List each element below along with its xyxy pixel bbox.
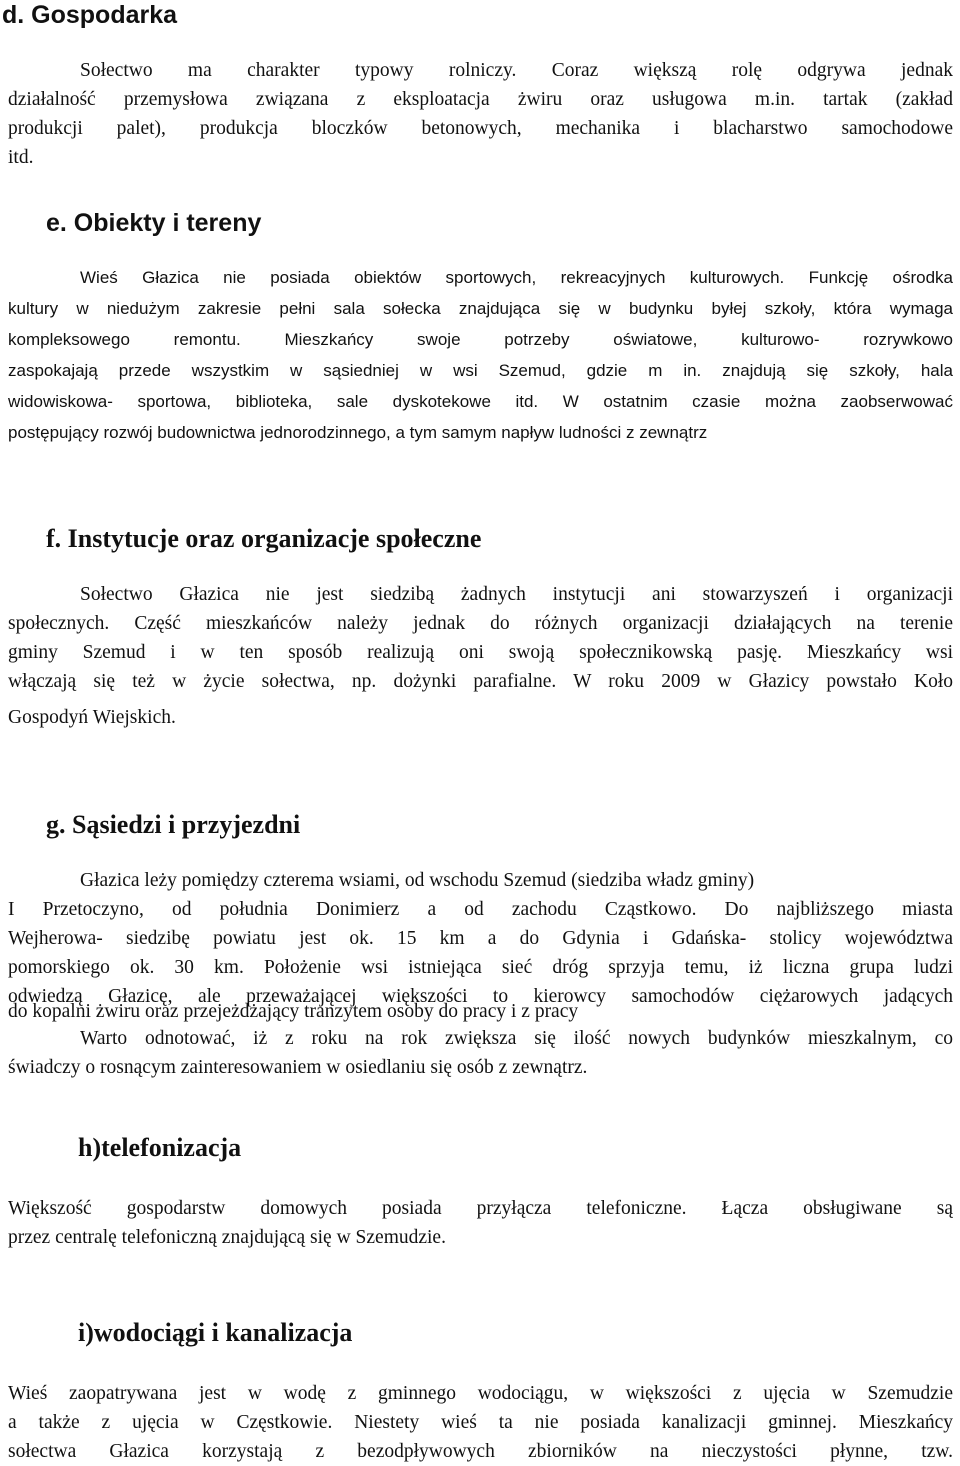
text-line: społecznych. Część mieszkańców należy jednak do różnych organizacji działających na terenie <box>8 613 953 634</box>
text-line: włączają się też w życie sołectwa, np. dożynki parafialne. W roku 2009 w Głazicy powstało Koło <box>8 671 953 692</box>
text-line: Warto odnotować, iż z roku na rok zwiększa się ilość nowych budynków mieszkalnym, co <box>80 1028 953 1049</box>
text-line: Sołectwo Głazica nie jest siedzibą żadnych instytucji ani stowarzyszeń i organizacji <box>80 584 953 605</box>
text-line: Wieś zaopatrywana jest w wodę z gminnego wodociągu, w większości z ujęcia w Szemudzie <box>8 1383 953 1404</box>
paragraph-telefonizacja-end <box>8 1223 953 1252</box>
paragraph-wodociagi <box>8 1379 953 1466</box>
text-line: świadczy o rosnącym zainteresowaniem w osiedlaniu się osób z zewnątrz. <box>8 1057 588 1078</box>
text-line: Gospodyń Wiejskich. <box>8 707 176 728</box>
text-line: produkcji palet), produkcja bloczków betonowych, mechanika i blacharstwo samochodowe <box>8 118 953 139</box>
paragraph-instytucje-end <box>8 703 953 732</box>
text-line: Wejherowa- siedzibę powiatu jest ok. 15 km a do Gdynia i Gdańska- stolicy województwa <box>8 928 953 949</box>
paragraph-instytucje <box>8 580 953 696</box>
heading-obiekty-i-tereny: e. Obiekty i tereny <box>46 209 262 237</box>
text-line: pomorskiego ok. 30 km. Położenie wsi istniejąca sieć dróg sprzyja temu, iż liczna grupa ludzi <box>8 957 953 978</box>
text-line: Większość gospodarstw domowych posiada przyłącza telefoniczne. Łącza obsługiwane są <box>8 1198 953 1219</box>
text-line: itd. <box>8 147 34 168</box>
text-line: działalność przemysłowa związana z eksploatacja żwiru oraz usługowa m.in. tartak (zakład <box>8 89 953 110</box>
heading-telefonizacja: h)telefonizacja <box>78 1133 242 1162</box>
heading-wodociagi: i)wodociągi i kanalizacja <box>78 1318 353 1347</box>
text-line: Głazica leży pomiędzy czterema wsiami, od wschodu Szemud (siedziba władz gminy) <box>80 870 755 891</box>
paragraph-obiekty-end <box>8 417 953 448</box>
paragraph-obiekty <box>8 262 953 417</box>
text-line: I Przetoczyno, od południa Donimierz a od zachodu Cząstkowo. Do najbliższego miasta <box>8 899 953 920</box>
text-line: przez centralę telefoniczną znajdującą się w Szemudzie. <box>8 1227 446 1248</box>
text-line: Sołectwo ma charakter typowy rolniczy. Coraz większą rolę odgrywa jednak <box>80 60 953 81</box>
text-line: widowiskowa- sportowa, biblioteka, sale dyskotekowe itd. W ostatnim czasie można zaobserwować <box>8 392 953 411</box>
paragraph-sasiedzi-end <box>8 997 953 1026</box>
text-line: kompleksowego remontu. Mieszkańcy swoje potrzeby oświatowe, kulturowo- rozrywkowo <box>8 330 953 349</box>
text-line: sołectwa Głazica korzystają z bezodpływowych zbiorników na nieczystości płynne, tzw. <box>8 1441 953 1462</box>
paragraph-gospodarka <box>8 56 953 143</box>
text-line: zaspokajają przede wszystkim w sąsiedniej w wsi Szemud, gdzie m in. znajdują się szkoły, hala <box>8 361 953 380</box>
heading-sasiedzi: g. Sąsiedzi i przyjezdni <box>46 810 301 839</box>
text-line: odwiedzą Głazicę, ale przeważającej większości to kierowcy samochodów ciężarowych jadących <box>8 986 953 1007</box>
paragraph-sasiedzi-2 <box>8 1024 953 1053</box>
paragraph-sasiedzi <box>8 866 953 1011</box>
text-line: Wieś Głazica nie posiada obiektów sportowych, rekreacyjnych kulturowych. Funkcję ośrodka <box>80 268 953 287</box>
text-line: gminy Szemud i w ten sposób realizują oni swoją społecznikowską pasję. Mieszkańcy wsi <box>8 642 953 663</box>
paragraph-telefonizacja <box>8 1194 953 1223</box>
heading-gospodarka: d. Gospodarka <box>2 1 178 29</box>
text-line: do kopalni żwiru oraz przejeżdżający tranzytem osoby do pracy i z pracy <box>8 1001 579 1022</box>
heading-instytucje: f. Instytucje oraz organizacje społeczne <box>46 524 482 553</box>
text-line: a także z ujęcia w Częstkowie. Niestety wieś ta nie posiada kanalizacji gminnej. Mieszkańcy <box>8 1412 953 1433</box>
text-line: kultury w niedużym zakresie pełni sala sołecka znajdująca się w budynku byłej szkoły, która wymaga <box>8 299 953 318</box>
paragraph-gospodarka-end <box>8 143 953 172</box>
paragraph-sasiedzi-2-end <box>8 1053 953 1082</box>
text-line: postępujący rozwój budownictwa jednorodzinnego, a tym samym napływ ludności z zewnątrz <box>8 423 708 442</box>
